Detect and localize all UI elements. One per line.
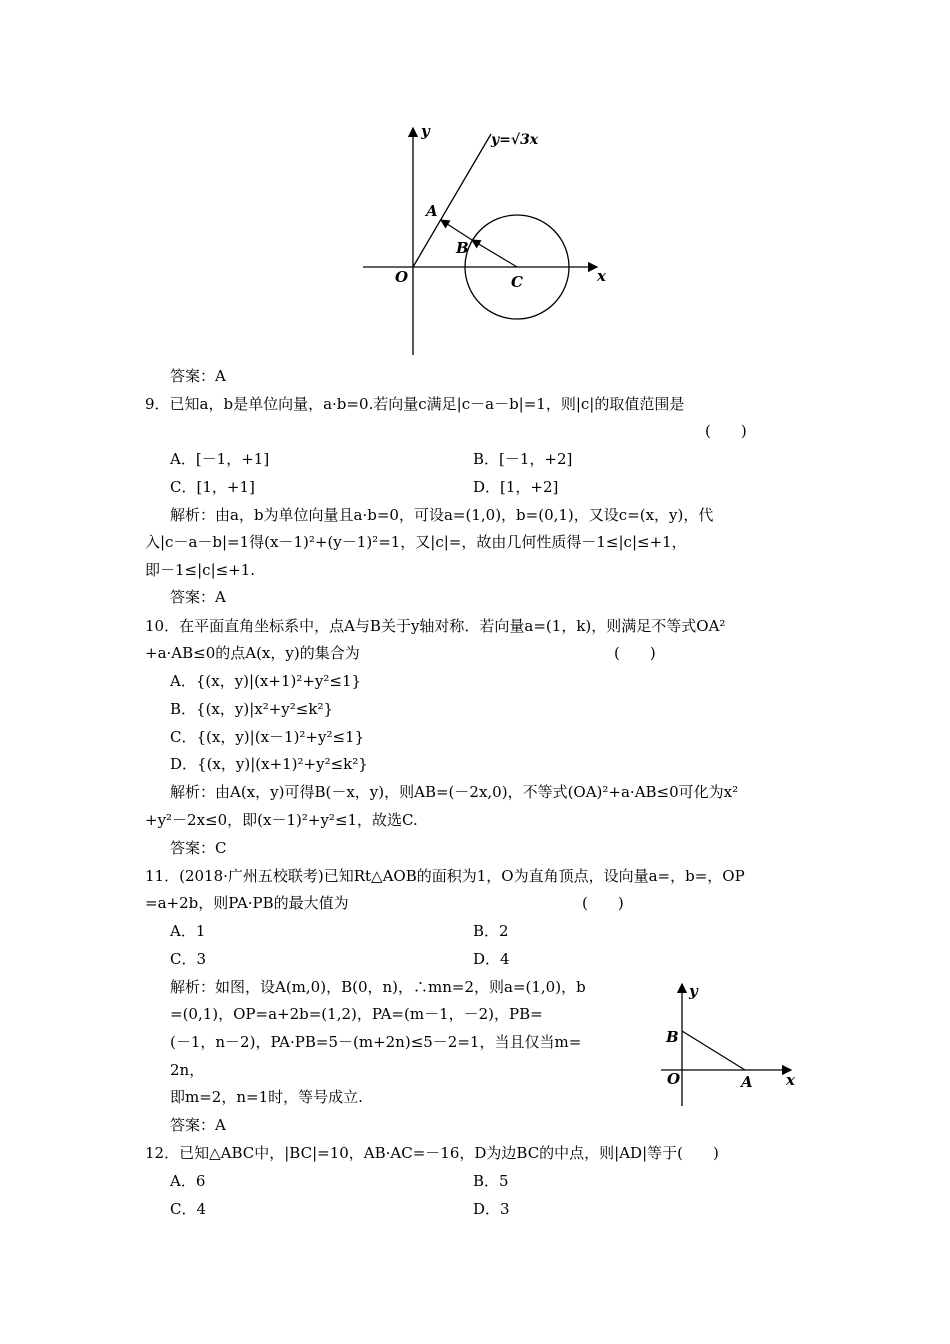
q9-option-a: A．[－1，+1]	[170, 450, 270, 468]
q9-option-c: C．[1，+1]	[170, 478, 255, 496]
figure-triangle-aob	[655, 978, 805, 1110]
y-label: y	[689, 982, 698, 1000]
q11-stem-2: =a+2b，则PA·PB的最大值为	[145, 894, 349, 912]
q9-paren: ( )	[705, 422, 747, 440]
answer-11: 答案：A	[170, 1116, 226, 1134]
q9-option-b: B．[－1，+2]	[473, 450, 573, 468]
figure-circle-line	[355, 120, 615, 360]
q10-stem-1: 10．在平面直角坐标系中，点A与B关于y轴对称．若向量a=(1，k)，则满足不等式OA²	[145, 617, 726, 635]
q11-paren: ( )	[582, 894, 624, 912]
q9-option-d: D．[1，+2]	[473, 478, 559, 496]
q12-option-a: A．6	[170, 1172, 206, 1190]
q9-stem: 9．已知a，b是单位向量，a·b=0.若向量c满足|c－a－b|=1，则|c|的取值范围是	[145, 395, 685, 413]
vector-cb	[472, 240, 517, 267]
q10-option-b: B．{(x，y)|x²+y²≤k²}	[170, 700, 334, 718]
q11-option-d: D．4	[473, 950, 510, 968]
q11-analysis-4: 2n，	[170, 1061, 205, 1079]
origin-label: O	[395, 268, 409, 286]
q12-stem: 12．已知△ABC中，|BC|=10，AB·AC=－16，D为边BC的中点，则|AD|等于( )	[145, 1144, 719, 1162]
x-label: x	[786, 1071, 795, 1089]
q9-analysis-2: 入|c－a－b|=1得(x－1)²+(y－1)²=1，又|c|=，故由几何性质得－1≤|c|≤+1，	[145, 533, 687, 551]
line-y-sqrt3x	[413, 134, 491, 267]
q11-option-a: A．1	[170, 922, 206, 940]
q11-analysis-2: =(0,1)，OP=a+2b=(1,2)，PA=(m－1，－2)，PB=	[170, 1005, 543, 1023]
vector-ba	[441, 220, 472, 240]
q12-option-b: B．5	[473, 1172, 509, 1190]
q10-option-a: A．{(x，y)|(x+1)²+y²≤1}	[170, 672, 362, 690]
y-label: y	[421, 122, 430, 140]
point-a-label: A	[741, 1073, 753, 1091]
q10-option-c: C．{(x，y)|(x－1)²+y²≤1}	[170, 728, 365, 746]
q10-stem-2: +a·AB≤0的点A(x，y)的集合为	[145, 644, 360, 662]
hypotenuse-ba	[682, 1031, 745, 1070]
origin-label: O	[667, 1070, 681, 1088]
q11-stem-1: 11．(2018·广州五校联考)已知Rt△AOB的面积为1，O为直角顶点，设向量a=，b=，OP	[145, 867, 745, 885]
point-b-label: B	[666, 1028, 679, 1046]
q10-analysis-2: +y²－2x≤0，即(x－1)²+y²≤1，故选C.	[145, 811, 418, 829]
answer-10: 答案：C	[170, 839, 227, 857]
q11-analysis-3: (－1，n－2)，PA·PB=5－(m+2n)≤5－2=1，当且仅当m=	[170, 1033, 582, 1051]
q10-paren: ( )	[614, 644, 656, 662]
q12-option-d: D．3	[473, 1200, 510, 1218]
q11-analysis-1: 解析：如图，设A(m,0)，B(0，n)，∴mn=2，则a=(1,0)，b	[170, 978, 586, 996]
x-label: x	[597, 267, 606, 285]
q11-analysis-5: 即m=2，n=1时，等号成立.	[170, 1088, 363, 1106]
q11-option-c: C．3	[170, 950, 207, 968]
point-b-label: B	[456, 239, 469, 257]
point-a-label: A	[426, 202, 438, 220]
q10-analysis-1: 解析：由A(x，y)可得B(－x，y)，则AB=(－2x,0)，不等式(OA)²+a·AB≤0可化为x²	[170, 783, 739, 801]
q9-analysis-3: 即－1≤|c|≤+1.	[145, 561, 256, 579]
point-c-label: C	[511, 273, 523, 291]
q11-option-b: B．2	[473, 922, 509, 940]
q10-option-d: D．{(x，y)|(x+1)²+y²≤k²}	[170, 755, 368, 773]
q12-option-c: C．4	[170, 1200, 207, 1218]
q9-analysis-1: 解析：由a，b为单位向量且a·b=0，可设a=(1,0)，b=(0,1)，又设c=(x，y)，代	[170, 506, 714, 524]
answer-8: 答案：A	[170, 367, 226, 385]
answer-9: 答案：A	[170, 588, 226, 606]
line-label: y=√3x	[491, 132, 539, 148]
